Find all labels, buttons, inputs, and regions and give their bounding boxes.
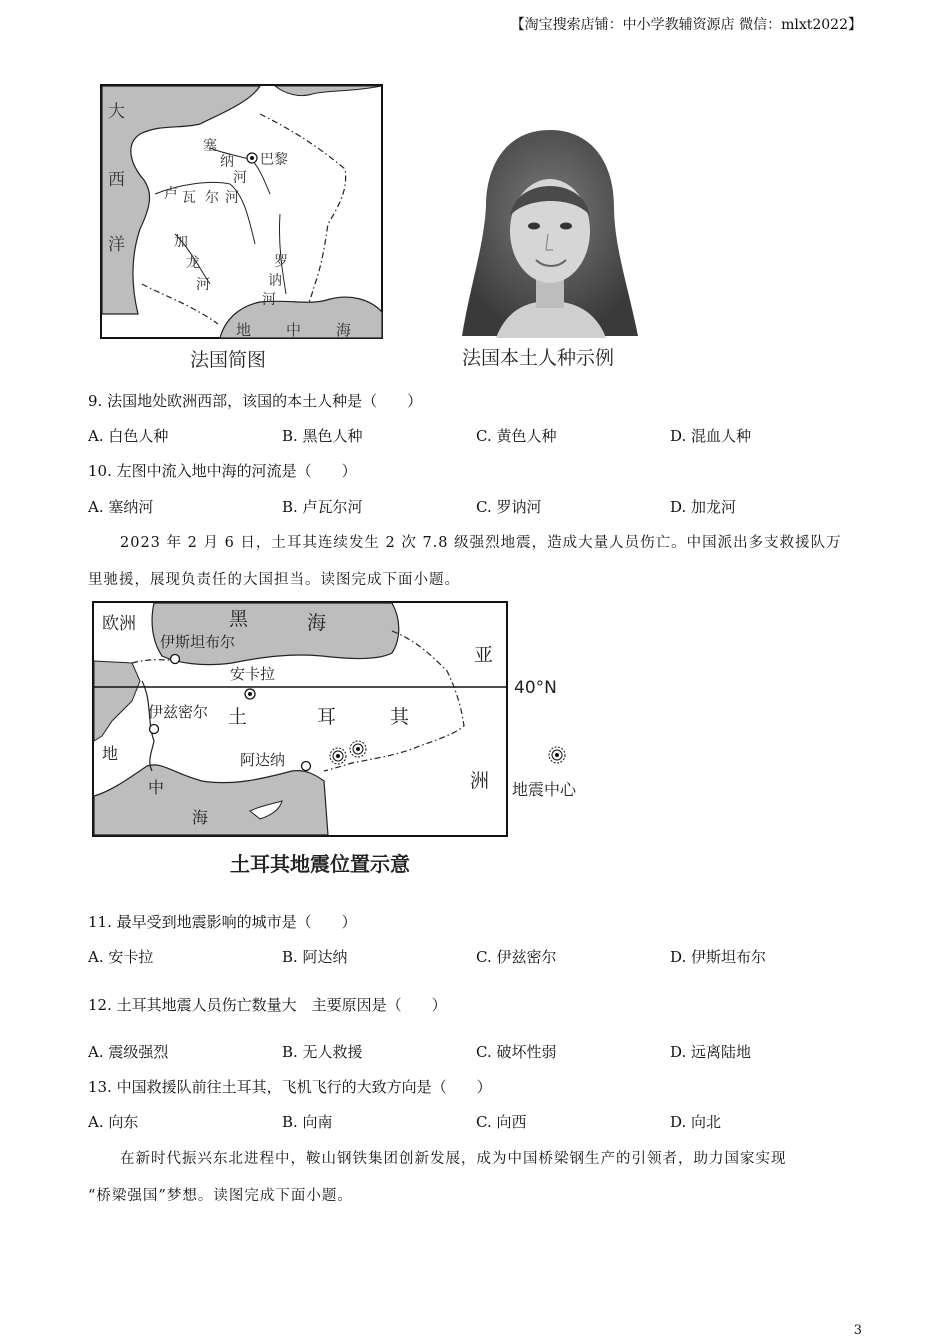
question-10-option-d: D. 加龙河 bbox=[670, 498, 737, 516]
question-11-stem: 11. 最早受到地震影响的城市是（ ） bbox=[88, 913, 357, 931]
question-9-stem: 9. 法国地处欧洲西部，该国的本土人种是（ ） bbox=[88, 392, 423, 410]
question-13-option-c: C. 向西 bbox=[476, 1113, 527, 1131]
person-photo-caption: 法国本土人种示例 bbox=[462, 347, 615, 369]
map-label-istanbul: 伊斯坦布尔 bbox=[160, 633, 236, 651]
map-label-med-3: 海 bbox=[192, 808, 209, 827]
question-12-option-d: D. 远离陆地 bbox=[670, 1043, 752, 1061]
map-label-paris: 巴黎 bbox=[260, 152, 288, 168]
legend-epicenter-icon bbox=[549, 747, 565, 763]
map-label-seine-1: 塞 bbox=[203, 138, 217, 154]
page-number: 3 bbox=[853, 1323, 862, 1338]
map-label-latitude: 40°N bbox=[514, 678, 557, 698]
epicenter-icon-2 bbox=[350, 741, 366, 757]
map-label-rhone-1: 罗 bbox=[274, 254, 288, 270]
map-label-ankara: 安卡拉 bbox=[230, 665, 276, 683]
map-label-adana: 阿达纳 bbox=[240, 751, 286, 769]
map-label-asia-bottom: 洲 bbox=[470, 770, 490, 792]
map-label-izmir: 伊兹密尔 bbox=[148, 703, 209, 721]
map-label-asia-top: 亚 bbox=[474, 644, 494, 666]
question-9-option-d: D. 混血人种 bbox=[670, 427, 752, 445]
question-9-option-b: B. 黑色人种 bbox=[282, 427, 363, 445]
map-label-garonne-1: 加 bbox=[174, 234, 188, 250]
map-label-black-sea-2: 海 bbox=[307, 612, 327, 634]
epicenter-icon-1 bbox=[330, 748, 346, 764]
map-label-garonne-3: 河 bbox=[196, 277, 210, 293]
question-13-stem: 13. 中国救援队前往土耳其，飞机飞行的大致方向是（ ） bbox=[88, 1078, 492, 1096]
map-label-med-2: 中 bbox=[286, 321, 302, 339]
map-label-turkey-3: 其 bbox=[390, 706, 410, 728]
map-label-med-3: 海 bbox=[336, 321, 352, 339]
question-12-option-c: C. 破坏性弱 bbox=[476, 1043, 557, 1061]
page-header: 【淘宝搜索店铺：中小学教辅资源店 微信：mlxt2022】 bbox=[510, 17, 862, 33]
map-label-med-2: 中 bbox=[148, 778, 165, 797]
map-label-loire-3: 尔 bbox=[205, 190, 219, 206]
map-label-seine-3: 河 bbox=[233, 170, 247, 186]
question-11-option-d: D. 伊斯坦布尔 bbox=[670, 948, 767, 966]
question-12-option-b: B. 无人救援 bbox=[282, 1043, 363, 1061]
map-label-europe: 欧洲 bbox=[102, 614, 136, 634]
map-label-loire-2: 瓦 bbox=[182, 190, 196, 206]
map-label-atlantic-2: 西 bbox=[108, 170, 125, 190]
legend-label-epicenter: 地震中心 bbox=[512, 780, 577, 799]
map-label-med-1: 地 bbox=[102, 744, 119, 763]
person-photo bbox=[456, 126, 644, 338]
question-10-option-a: A. 塞纳河 bbox=[88, 498, 154, 516]
france-map bbox=[100, 84, 384, 340]
question-13-option-b: B. 向南 bbox=[282, 1113, 333, 1131]
map-label-rhone-3: 河 bbox=[262, 292, 276, 308]
question-12-option-a: A. 震级强烈 bbox=[88, 1043, 169, 1061]
question-10-option-c: C. 罗讷河 bbox=[476, 498, 542, 516]
turkey-map-caption: 土耳其地震位置示意 bbox=[230, 852, 410, 876]
passage-2-line-1: 在新时代振兴东北进程中，鞍山钢铁集团创新发展，成为中国桥梁钢生产的引领者，助力国家实现 bbox=[120, 1151, 787, 1167]
question-13-option-a: A. 向东 bbox=[88, 1113, 139, 1131]
passage-1-line-1: 2023 年 2 月 6 日，土耳其连续发生 2 次 7.8 级强烈地震，造成大量人员伤亡。中国派出多支救援队万 bbox=[120, 535, 842, 551]
question-12-stem: 12. 土耳其地震人员伤亡数量大 主要原因是（ ） bbox=[88, 996, 447, 1014]
map-label-atlantic-3: 洋 bbox=[108, 235, 125, 255]
passage-1-line-2: 里驰援，展现负责任的大国担当。读图完成下面小题。 bbox=[88, 572, 460, 588]
question-11-option-a: A. 安卡拉 bbox=[88, 948, 154, 966]
map-label-garonne-2: 龙 bbox=[186, 255, 200, 271]
question-9-option-c: C. 黄色人种 bbox=[476, 427, 557, 445]
map-label-loire-4: 河 bbox=[225, 190, 239, 206]
map-label-turkey-2: 耳 bbox=[317, 706, 337, 728]
map-label-black-sea-1: 黑 bbox=[229, 608, 249, 630]
question-11-option-c: C. 伊兹密尔 bbox=[476, 948, 557, 966]
map-label-med-1: 地 bbox=[236, 321, 252, 339]
passage-2-line-2: “桥梁强国”梦想。读图完成下面小题。 bbox=[88, 1188, 353, 1204]
map-label-seine-2: 纳 bbox=[220, 154, 234, 170]
question-9-option-a: A. 白色人种 bbox=[88, 427, 169, 445]
question-11-option-b: B. 阿达纳 bbox=[282, 948, 348, 966]
map-label-loire-1: 卢 bbox=[164, 186, 178, 202]
question-13-option-d: D. 向北 bbox=[670, 1113, 722, 1131]
map-label-rhone-2: 讷 bbox=[268, 273, 282, 289]
question-10-stem: 10. 左图中流入地中海的河流是（ ） bbox=[88, 462, 357, 480]
map-label-atlantic-1: 大 bbox=[108, 102, 125, 122]
turkey-map bbox=[92, 601, 592, 839]
france-map-caption: 法国简图 bbox=[190, 349, 267, 371]
question-10-option-b: B. 卢瓦尔河 bbox=[282, 498, 363, 516]
map-label-turkey-1: 土 bbox=[228, 706, 248, 728]
